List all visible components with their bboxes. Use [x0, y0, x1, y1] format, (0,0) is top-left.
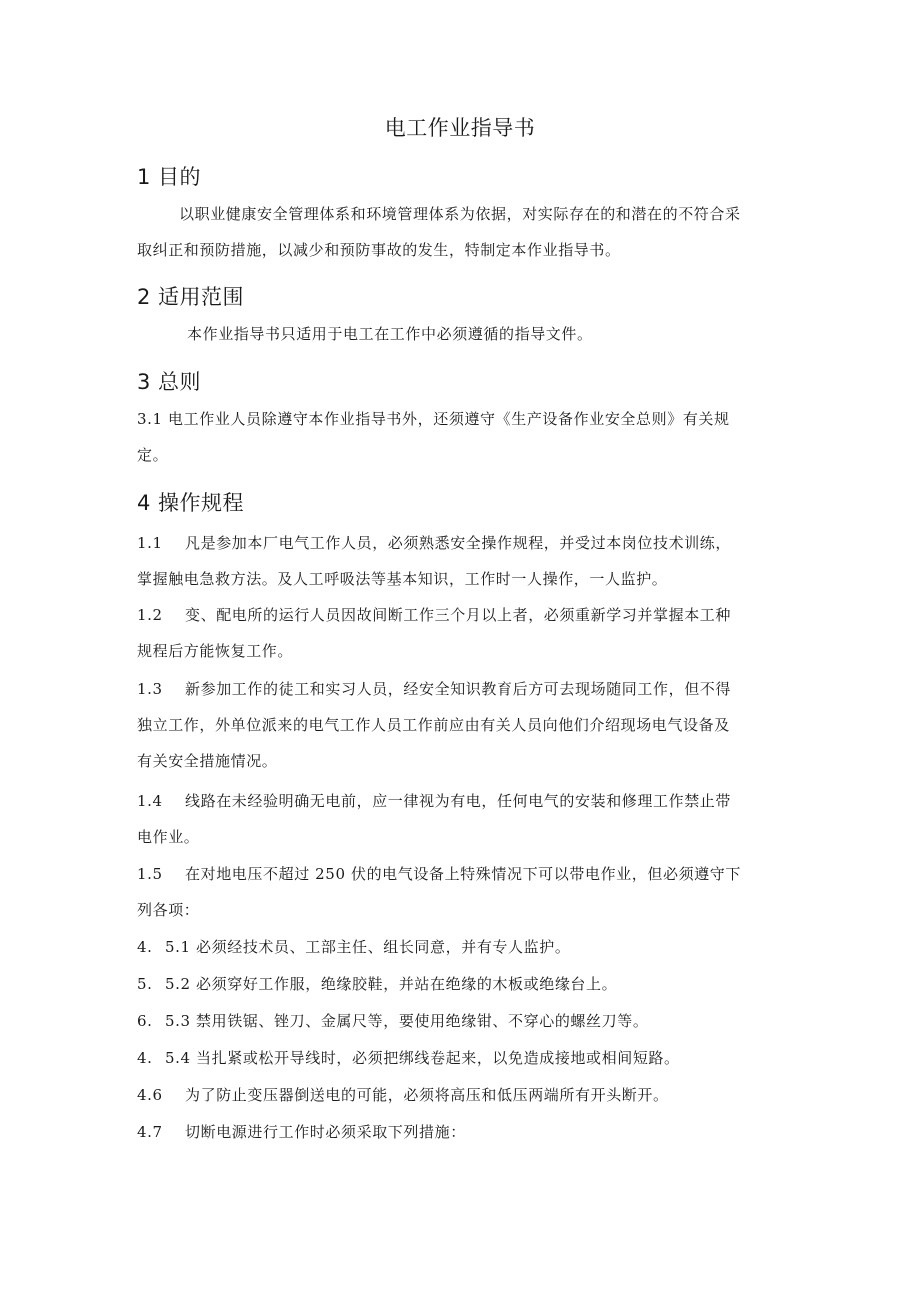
text-line: 独立工作，外单位派来的电气工作人员工作前应由有关人员向他们介绍现场电气设备及 [137, 716, 730, 734]
section-heading-general: 3 总则 [137, 370, 202, 394]
item-number: 5. [137, 975, 153, 993]
text-line: 电作业。 [137, 828, 200, 846]
item-number: 6. [137, 1012, 153, 1030]
procedure-item [137, 671, 785, 779]
text-line: 5.2 必须穿好工作服，绝缘胶鞋，并站在绝缘的木板或绝缘台上。 [165, 975, 618, 993]
text-line: 在对地电压不超过 250 伏的电气设备上特殊情况下可以带电作业，但必须遵守下 [185, 865, 741, 883]
text-line: 3.1 电工作业人员除遵守本作业指导书外，还须遵守《生产设备作业安全总则》有关规 [137, 410, 730, 428]
procedure-item [137, 783, 785, 855]
procedure-subitem [137, 1040, 785, 1076]
procedure-item [137, 1077, 785, 1113]
text-line: 新参加工作的徒工和实习人员，经安全知识教育后方可去现场随同工作，但不得 [185, 680, 732, 698]
item-number: 1.1 [137, 534, 163, 552]
text-line: 凡是参加本厂电气工作人员，必须熟悉安全操作规程，并受过本岗位技术训练， [185, 534, 732, 552]
section-scope-text [137, 316, 785, 352]
text-line: 线路在未经验明确无电前，应一律视为有电，任何电气的安装和修理工作禁止带 [185, 792, 732, 810]
text-line: 有关安全措施情况。 [137, 752, 278, 770]
text-line: 规程后方能恢复工作。 [137, 642, 294, 660]
item-number: 1.5 [137, 865, 163, 883]
procedure-subitem [137, 966, 785, 1002]
document-title: 电工作业指导书 [384, 116, 536, 140]
item-number: 1.4 [137, 792, 163, 810]
procedure-subitem [137, 1003, 785, 1039]
procedure-item [137, 525, 785, 597]
text-line: 5.3 禁用铁锯、锉刀、金属尺等，要使用绝缘钳、不穿心的螺丝刀等。 [165, 1012, 649, 1030]
procedure-item [137, 597, 785, 669]
text-line: 变、配电所的运行人员因故间断工作三个月以上者，必须重新学习并掌握本工种 [185, 606, 732, 624]
item-number: 4. [137, 1049, 153, 1067]
section-heading-scope: 2 适用范围 [137, 285, 245, 309]
text-line: 取纠正和预防措施，以减少和预防事故的发生，特制定本作业指导书。 [137, 241, 621, 259]
text-line: 定。 [137, 446, 169, 464]
procedure-item [137, 1114, 785, 1150]
text-line: 5.1 必须经技术员、工部主任、组长同意，并有专人监护。 [165, 938, 571, 956]
text-line: 切断电源进行工作时必须采取下列措施： [185, 1123, 466, 1141]
text-line: 为了防止变压器倒送电的可能，必须将高压和低压两端所有开头断开。 [185, 1086, 669, 1104]
item-number: 1.3 [137, 680, 163, 698]
section-general-text [137, 401, 785, 473]
section-purpose-text [137, 196, 785, 268]
item-number: 4.7 [137, 1123, 163, 1141]
text-line: 列各项： [137, 901, 200, 919]
text-line: 本作业指导书只适用于电工在工作中必须遵循的指导文件。 [187, 325, 593, 343]
text-line: 5.4 当扎紧或松开导线时，必须把绑线卷起来，以免造成接地或相间短路。 [165, 1049, 680, 1067]
section-heading-procedures: 4 操作规程 [137, 491, 245, 515]
procedure-subitem [137, 929, 785, 965]
procedure-item [137, 856, 785, 928]
text-line: 掌握触电急救方法。及人工呼吸法等基本知识，工作时一人操作，一人监护。 [137, 570, 668, 588]
item-number: 1.2 [137, 606, 163, 624]
item-number: 4. [137, 938, 153, 956]
item-number: 4.6 [137, 1086, 163, 1104]
text-line: 以职业健康安全管理体系和环境管理体系为依据，对实际存在的和潜在的不符合采 [179, 205, 741, 223]
section-heading-purpose: 1 目的 [137, 165, 202, 189]
